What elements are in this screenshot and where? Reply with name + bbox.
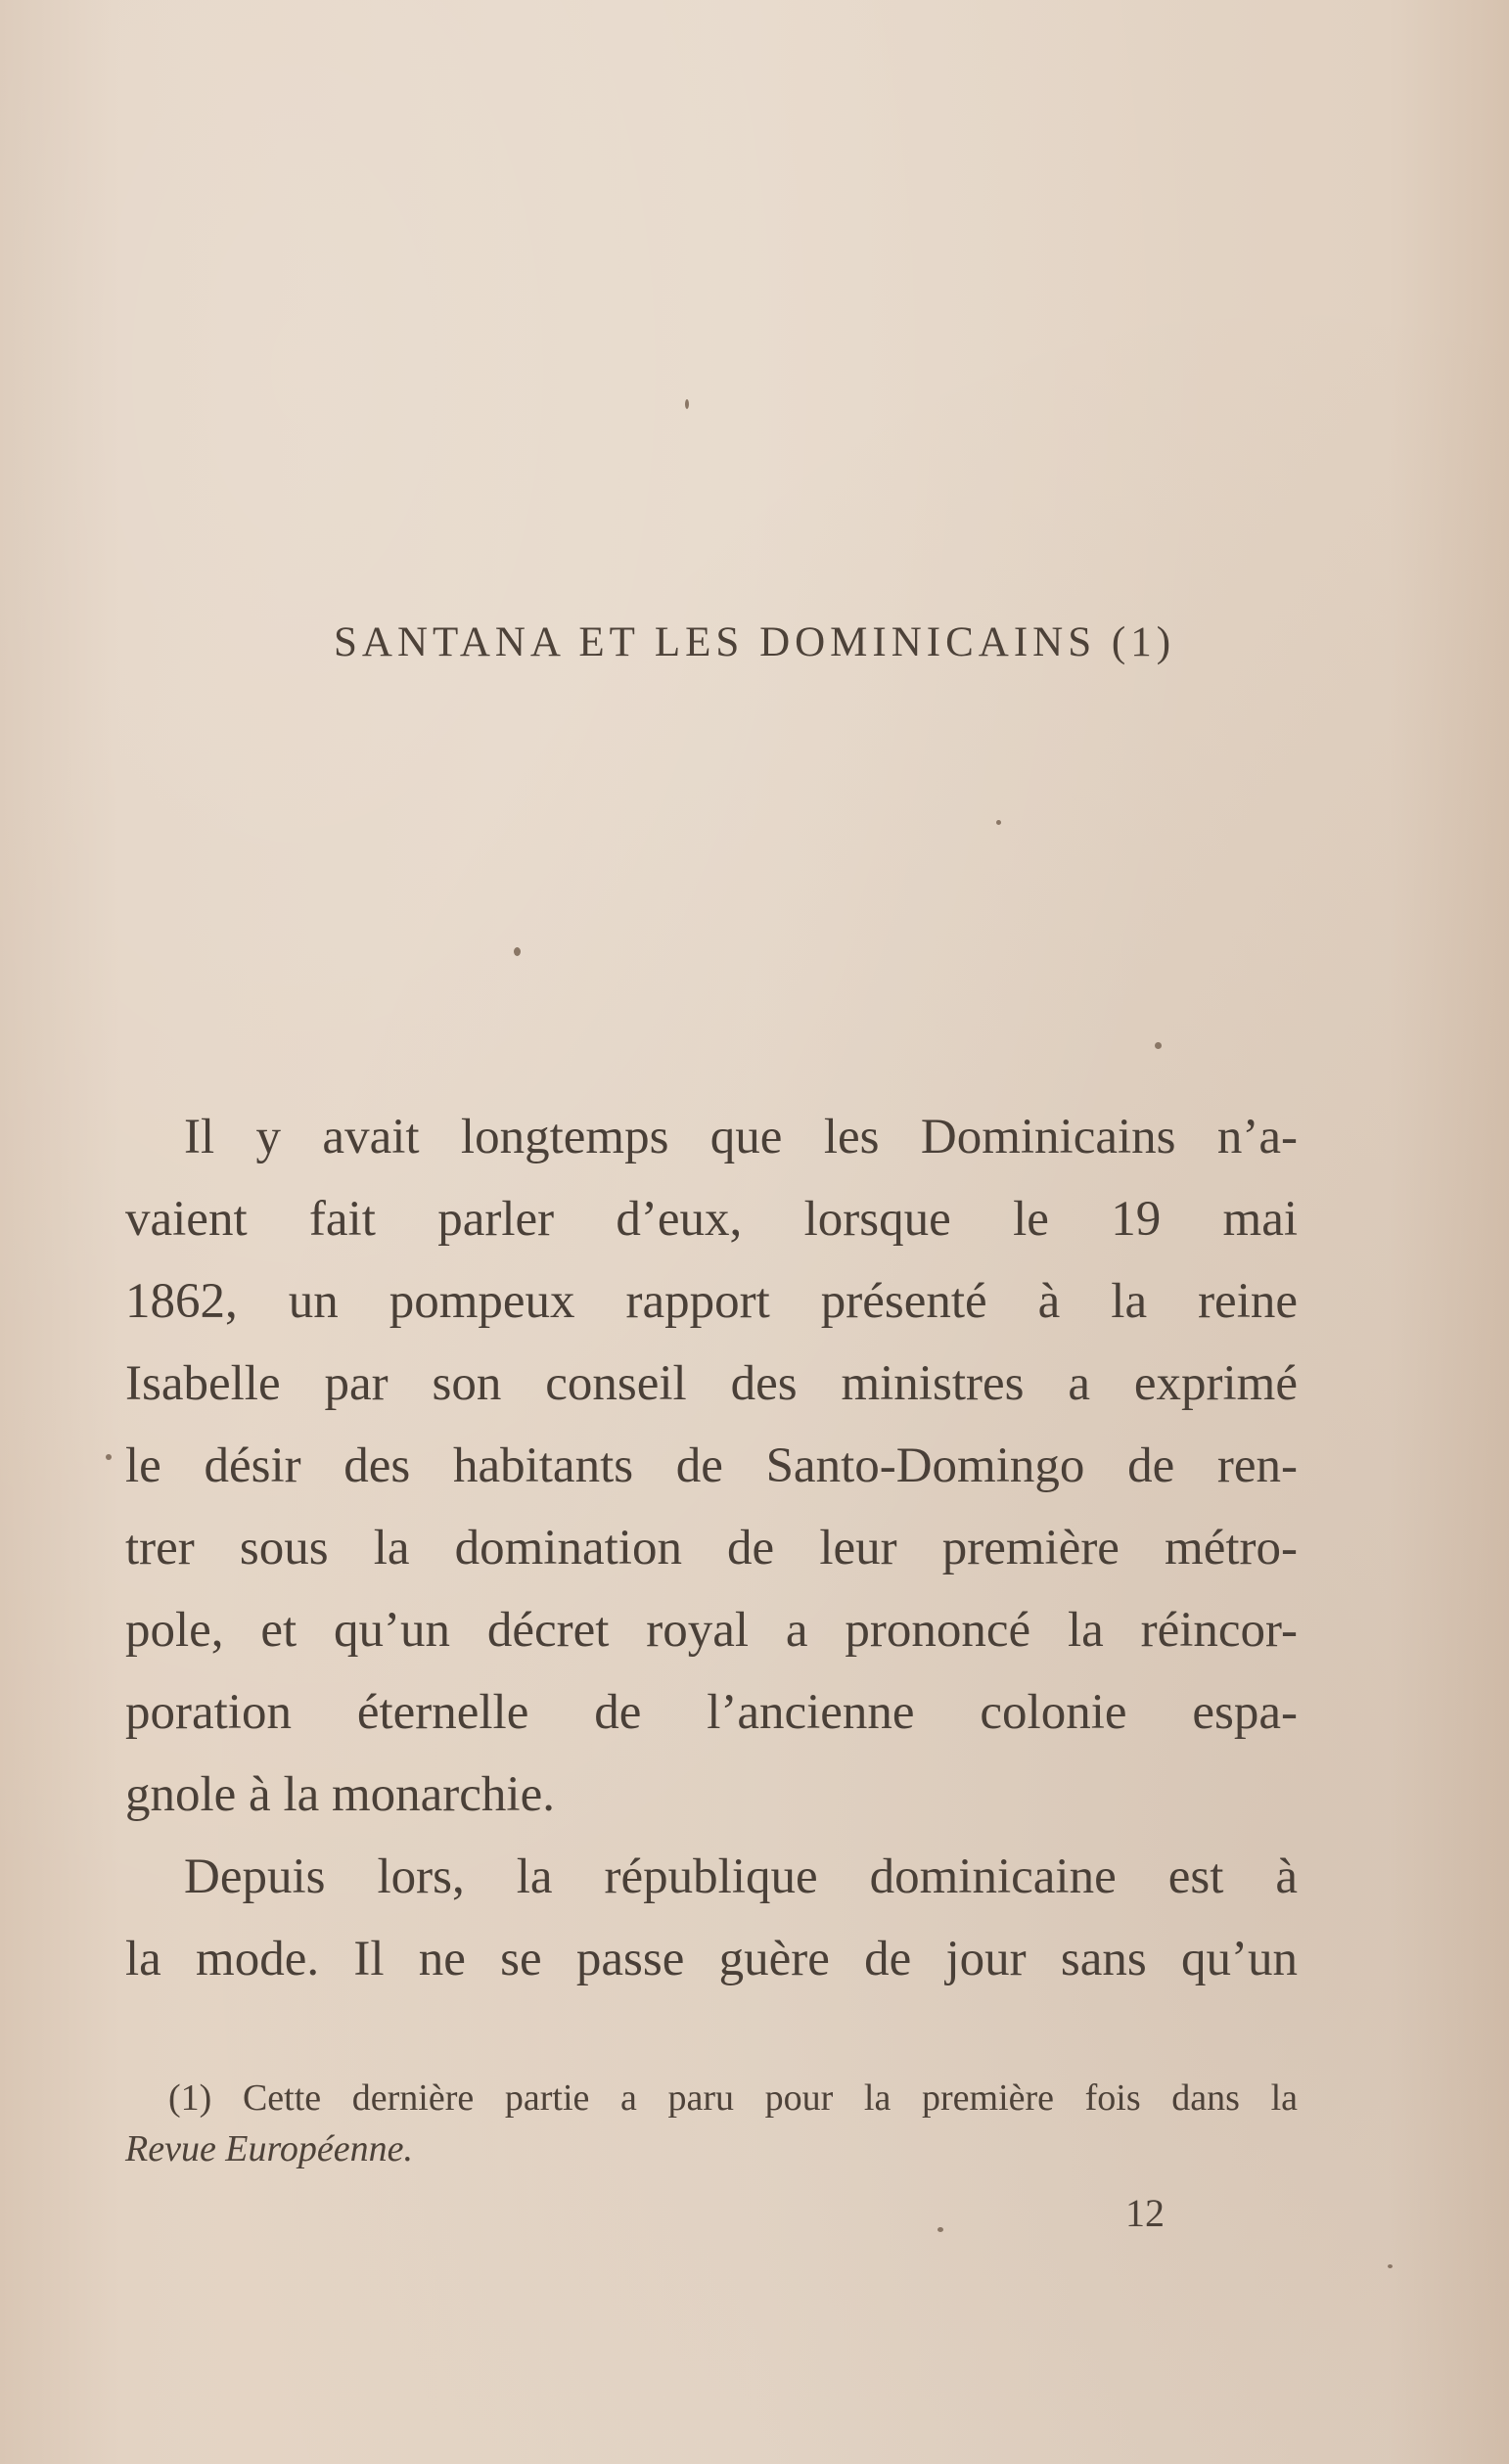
text-line: 1862, un pompeux rapport présenté à la reine [125,1274,1298,1329]
text-line: pole, et qu’un décret royal a prononcé la réincor- [125,1603,1298,1658]
text-line: Depuis lors, la république dominicaine est à [184,1849,1298,1904]
text-line: gnole à la monarchie. [125,1767,555,1822]
text-line: poration éternelle de l’ancienne colonie espa- [125,1685,1298,1740]
text-line: Isabelle par son conseil des ministres a exprimé [125,1356,1298,1411]
page-number: 12 [1125,2191,1165,2235]
footnote-source: Revue Européenne. [125,2128,413,2169]
text-line: vaient fait parler d’eux, lorsque le 19 mai [125,1192,1298,1247]
footnote-line: (1) Cette dernière partie a paru pour la première fois dans la [168,2077,1298,2119]
paper-speck [514,947,521,956]
text-line: trer sous la domination de leur première métro- [125,1521,1298,1575]
paper-speck [685,399,689,409]
chapter-title: SANTANA ET LES DOMINICAINS (1) [333,619,1176,665]
main-paragraph [125,1096,1298,2000]
paper-speck [106,1454,112,1460]
text-line: Il y avait longtemps que les Dominicains n’a- [184,1110,1298,1164]
paper-speck [1388,2264,1393,2268]
footnote [125,2073,1298,2174]
paper-speck [996,820,1001,825]
paper-speck [1155,1042,1162,1049]
text-line: la mode. Il ne se passe guère de jour sans qu’un [125,1932,1298,1986]
paper-speck [937,2227,943,2232]
text-line: le désir des habitants de Santo-Domingo de ren- [125,1438,1298,1493]
